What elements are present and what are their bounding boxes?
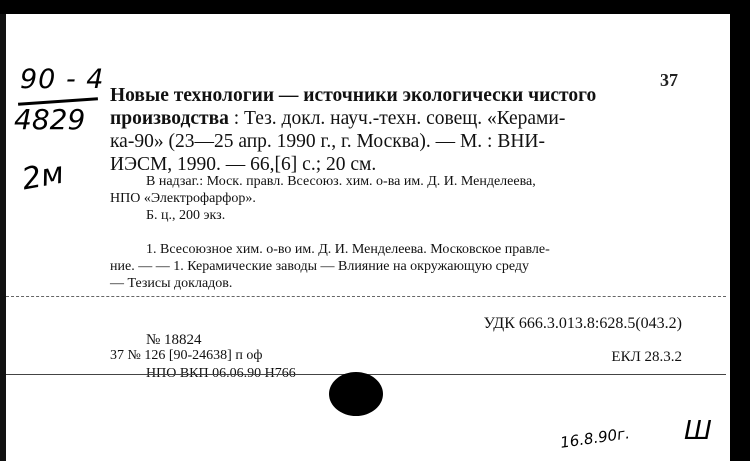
bibliographic-entry [110,84,685,176]
notes-line-3: Б. ц., 200 экз. [146,208,226,223]
subject-line-2: ние. — — 1. Керамические заводы — Влияние на окружающую среду [110,259,530,274]
entry-line-2: производства : Тез. докл. науч.-техн. совещ. «Керами- [110,108,566,129]
divider-line [6,296,726,297]
entry-notes [110,173,685,224]
handwritten-mark: Ш [684,416,712,446]
entry-line-1: Новые технологии — источники экологически чистого [110,85,597,106]
order-line: 37 № 126 [90-24638] п оф [110,348,263,363]
card-left-edge [0,14,6,461]
subject-headings [110,241,685,292]
shelf-mark-bottom: 4829 [14,103,86,136]
entry-line-3: ка-90» (23—25 апр. 1990 г., г. Москва). — М. : ВНИ- [110,131,545,152]
punch-hole [329,372,383,416]
npo-line: НПО ВКП 06.06.90 Н766 [146,366,296,381]
udk-code: УДК 666.3.013.8:628.5(043.2) [483,315,682,332]
ekl-code: ЕКЛ 28.3.2 [611,349,682,365]
notes-line-2: НПО «Электрофарфор». [110,191,256,206]
subject-line-3: — Тезисы докладов. [110,276,233,291]
record-number: № 18824 [146,332,202,348]
subject-line-1: 1. Всесоюзное хим. о-во им. Д. И. Менделеева. Московское правле- [146,242,550,257]
entry-line-4: ИЭСМ, 1990. — 66,[6] с.; 20 см. [110,154,377,175]
shelf-mark-top: 90 - 4 [20,64,105,95]
handwritten-date: 16.8.90г. [559,424,631,452]
catalog-card [0,14,750,461]
notes-line-1: В надзаг.: Моск. правл. Всесоюз. хим. о-ва им. Д. И. Менделеева, [146,174,536,189]
shelf-mark-note: 2м [19,155,67,198]
corner-number: 37 [660,70,678,90]
card-right-edge [730,14,750,461]
